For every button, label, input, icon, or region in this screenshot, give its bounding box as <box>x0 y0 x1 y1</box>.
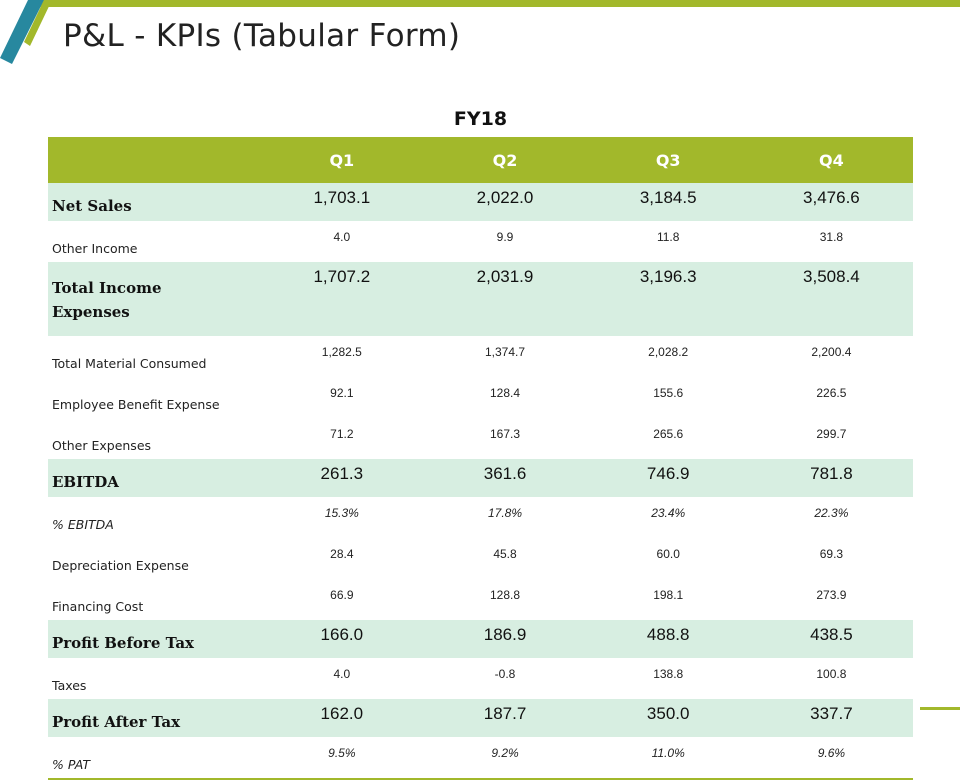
row-label: Total Material Consumed <box>48 336 260 377</box>
cell-value: 1,707.2 <box>260 262 423 299</box>
row-taxes <box>48 658 913 699</box>
cell-value: 92.1 <box>260 377 423 418</box>
cell-value: 746.9 <box>587 459 750 497</box>
cell-value: 69.3 <box>750 538 913 579</box>
row-label: Profit After Tax <box>48 699 260 737</box>
cell-value: 3,196.3 <box>587 262 750 299</box>
row-depreciation-expense <box>48 538 913 579</box>
row-employee-benefit-expense <box>48 377 913 418</box>
cell-value: 60.0 <box>587 538 750 579</box>
header-row <box>48 137 913 183</box>
cell-value: 4.0 <box>260 221 423 262</box>
cell-value: 28.4 <box>260 538 423 579</box>
cell-value: 261.3 <box>260 459 423 497</box>
corner-stripes-decoration <box>0 0 60 72</box>
row-label: Other Income <box>48 221 260 262</box>
cell-value: 162.0 <box>260 699 423 737</box>
cell-value: 2,200.4 <box>750 336 913 377</box>
row-label: Financing Cost <box>48 579 260 620</box>
cell-value: 138.8 <box>587 658 750 699</box>
cell-value: 350.0 <box>587 699 750 737</box>
cell-value: 128.8 <box>423 579 586 620</box>
cell-value: 438.5 <box>750 620 913 658</box>
row-label: Taxes <box>48 658 260 699</box>
cell-value: 71.2 <box>260 418 423 459</box>
cell-value: 337.7 <box>750 699 913 737</box>
row-label: Depreciation Expense <box>48 538 260 579</box>
cell-value: 22.3% <box>750 497 913 538</box>
cell-value: 3,508.4 <box>750 262 913 299</box>
row-profit-before-tax <box>48 620 913 658</box>
page-title: P&L - KPIs (Tabular Form) <box>63 18 461 54</box>
column-header-q2: Q2 <box>423 137 586 183</box>
cell-value: 273.9 <box>750 579 913 620</box>
row-profit-after-tax <box>48 699 913 737</box>
header-corner <box>48 137 260 183</box>
bottom-accent-bar <box>920 707 960 710</box>
cell-value: 299.7 <box>750 418 913 459</box>
cell-value: 155.6 <box>587 377 750 418</box>
row-total-material-consumed <box>48 336 913 377</box>
row-other-expenses <box>48 418 913 459</box>
cell-value: 23.4% <box>587 497 750 538</box>
cell-value: 361.6 <box>423 459 586 497</box>
cell-value: 3,476.6 <box>750 183 913 221</box>
cell-value: 9.5% <box>260 737 423 779</box>
row-other-income <box>48 221 913 262</box>
row-label: % EBITDA <box>48 497 260 538</box>
cell-value: 1,703.1 <box>260 183 423 221</box>
row-label: Employee Benefit Expense <box>48 377 260 418</box>
row-ebitda-percent <box>48 497 913 538</box>
cell-value: 128.4 <box>423 377 586 418</box>
column-header-q4: Q4 <box>750 137 913 183</box>
row-label: Profit Before Tax <box>48 620 260 658</box>
cell-value: 66.9 <box>260 579 423 620</box>
row-label: Total Income <box>48 262 260 299</box>
cell-value: 4.0 <box>260 658 423 699</box>
cell-value: 166.0 <box>260 620 423 658</box>
cell-value: 31.8 <box>750 221 913 262</box>
cell-value: 3,184.5 <box>587 183 750 221</box>
row-label: Other Expenses <box>48 418 260 459</box>
cell-value: 265.6 <box>587 418 750 459</box>
cell-value: 2,028.2 <box>587 336 750 377</box>
cell-value: 9.9 <box>423 221 586 262</box>
column-header-q3: Q3 <box>587 137 750 183</box>
cell-value: 187.7 <box>423 699 586 737</box>
row-label: EBITDA <box>48 459 260 497</box>
cell-value: 1,374.7 <box>423 336 586 377</box>
cell-value: 17.8% <box>423 497 586 538</box>
cell-value: 198.1 <box>587 579 750 620</box>
cell-value: 45.8 <box>423 538 586 579</box>
cell-value: -0.8 <box>423 658 586 699</box>
cell-value: 9.6% <box>750 737 913 779</box>
column-header-q1: Q1 <box>260 137 423 183</box>
cell-value: 11.0% <box>587 737 750 779</box>
cell-value: 11.8 <box>587 221 750 262</box>
cell-value: 488.8 <box>587 620 750 658</box>
row-pat-percent <box>48 737 913 779</box>
period-heading: FY18 <box>453 108 508 130</box>
cell-value: 2,022.0 <box>423 183 586 221</box>
cell-value: 9.2% <box>423 737 586 779</box>
row-label: Net Sales <box>48 183 260 221</box>
cell-value: 100.8 <box>750 658 913 699</box>
cell-value: 186.9 <box>423 620 586 658</box>
cell-value: 15.3% <box>260 497 423 538</box>
pl-kpi-table <box>48 137 913 780</box>
cell-value: 167.3 <box>423 418 586 459</box>
row-label: Expenses <box>48 299 260 336</box>
cell-value: 1,282.5 <box>260 336 423 377</box>
cell-value: 226.5 <box>750 377 913 418</box>
row-ebitda <box>48 459 913 497</box>
row-total-income <box>48 262 913 299</box>
row-financing-cost <box>48 579 913 620</box>
top-accent-bar <box>40 0 960 7</box>
row-expenses-heading <box>48 299 913 336</box>
row-label: % PAT <box>48 737 260 779</box>
row-net-sales <box>48 183 913 221</box>
cell-value: 781.8 <box>750 459 913 497</box>
cell-value: 2,031.9 <box>423 262 586 299</box>
